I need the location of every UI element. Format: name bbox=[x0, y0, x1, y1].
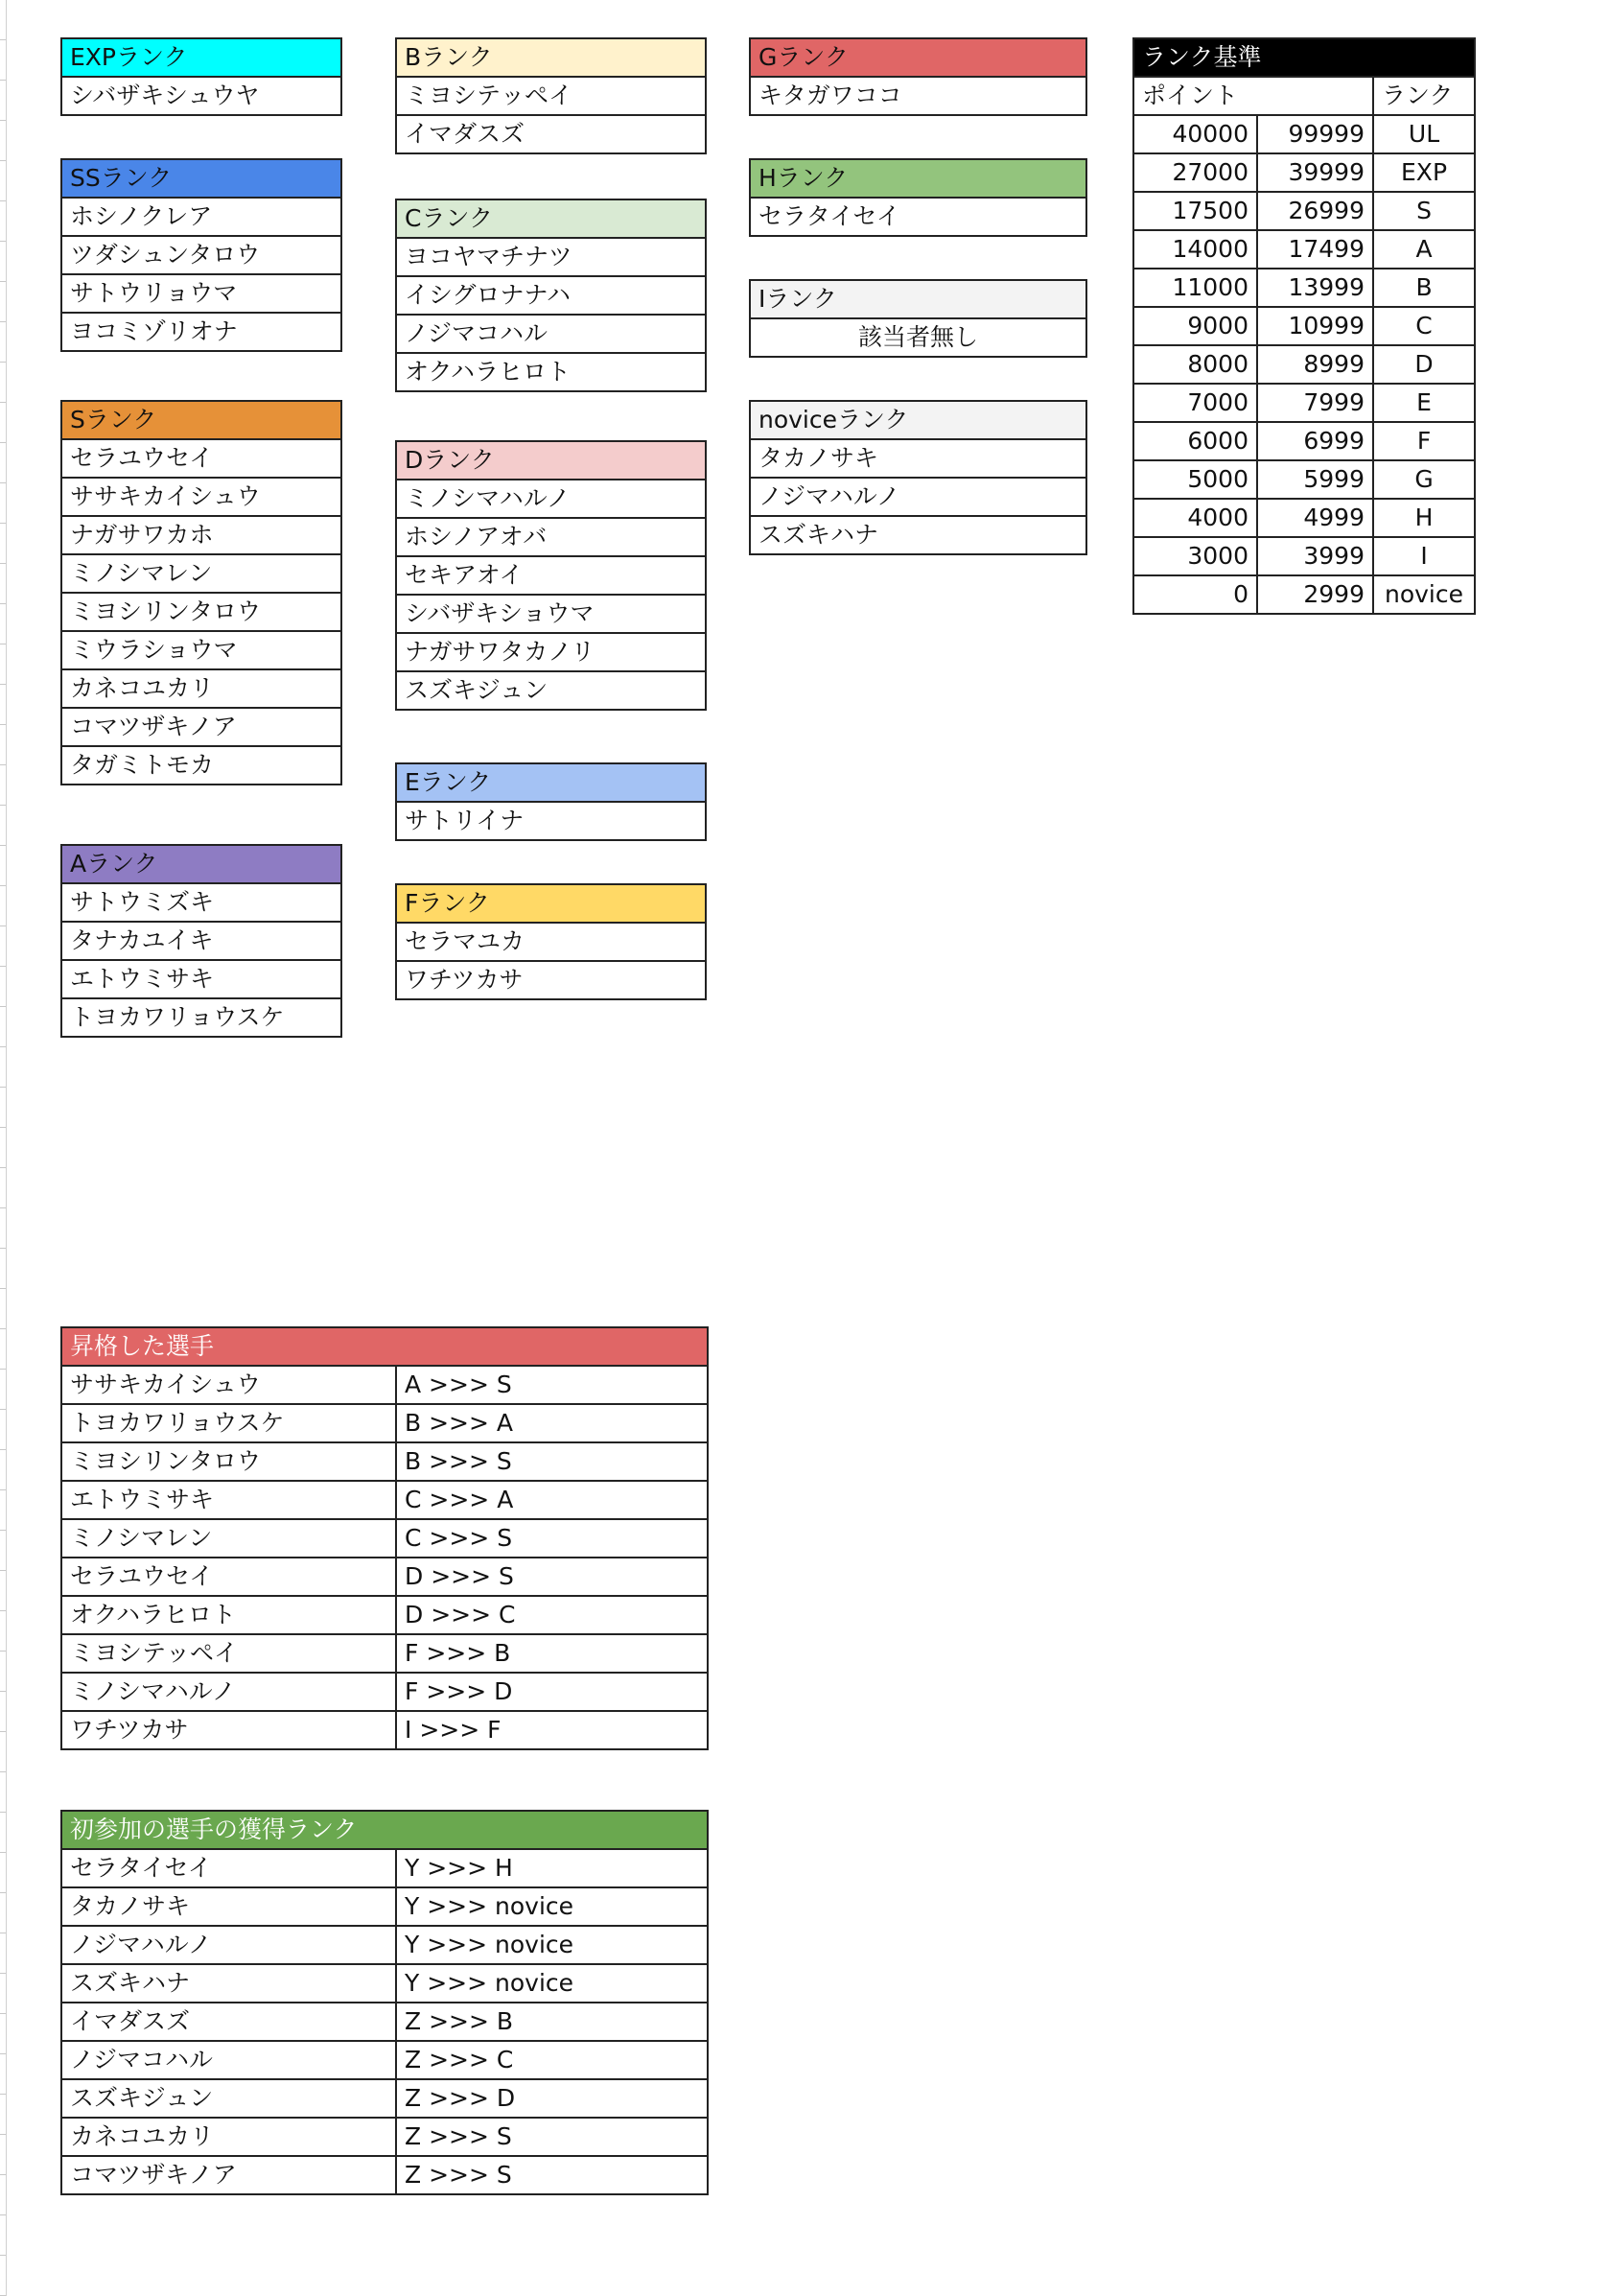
table-row bbox=[396, 633, 706, 671]
max-points-cell[interactable]: 5999 bbox=[1257, 460, 1373, 499]
rank-table-header bbox=[750, 401, 1086, 439]
player-name-cell[interactable]: エトウミサキ bbox=[61, 1481, 396, 1519]
table-row bbox=[1133, 345, 1475, 384]
min-points-cell[interactable]: 40000 bbox=[1133, 115, 1257, 153]
max-points-cell[interactable]: 10999 bbox=[1257, 307, 1373, 345]
rank-title-cell[interactable]: Eランク bbox=[396, 763, 706, 802]
member-name-cell[interactable]: ヨコミゾリオナ bbox=[61, 313, 341, 351]
rank-value-cell[interactable]: H bbox=[1373, 499, 1475, 537]
min-points-cell[interactable]: 9000 bbox=[1133, 307, 1257, 345]
member-name-cell[interactable]: ツダシュンタロウ bbox=[61, 236, 341, 274]
max-points-cell[interactable]: 7999 bbox=[1257, 384, 1373, 422]
rank-table-novice bbox=[749, 400, 1087, 555]
table-row bbox=[750, 478, 1086, 516]
member-name-cell[interactable]: オクハラヒロト bbox=[396, 353, 706, 391]
member-name-cell[interactable]: ヨコヤマチナツ bbox=[396, 238, 706, 276]
table-row bbox=[396, 961, 706, 999]
rank-change-cell[interactable]: F >>> D bbox=[396, 1673, 708, 1711]
table-row bbox=[1133, 230, 1475, 269]
rank-table-header bbox=[750, 280, 1086, 318]
member-name-cell[interactable]: タナカユイキ bbox=[61, 922, 341, 960]
table-row bbox=[61, 1519, 708, 1558]
rank-table-header bbox=[396, 763, 706, 802]
table-row bbox=[750, 439, 1086, 478]
rank-change-cell[interactable]: Z >>> S bbox=[396, 2118, 708, 2156]
table-row bbox=[396, 115, 706, 153]
player-name-cell[interactable]: トヨカワリョウスケ bbox=[61, 1404, 396, 1442]
rank-table-header bbox=[750, 38, 1086, 77]
rank-table-f bbox=[395, 883, 707, 1000]
rank-title-cell[interactable]: noviceランク bbox=[750, 401, 1086, 439]
rank-value-cell[interactable]: B bbox=[1373, 269, 1475, 307]
table-row bbox=[61, 313, 341, 351]
member-name-cell[interactable]: コマツザキノア bbox=[61, 708, 341, 746]
table-row bbox=[396, 556, 706, 595]
rank-table-header bbox=[750, 159, 1086, 198]
summary-title-row bbox=[61, 1327, 708, 1366]
table-row bbox=[1133, 153, 1475, 192]
member-name-cell[interactable]: イマダスズ bbox=[396, 115, 706, 153]
table-row bbox=[61, 274, 341, 313]
max-points-cell[interactable]: 3999 bbox=[1257, 537, 1373, 575]
table-row bbox=[61, 1558, 708, 1596]
min-points-cell[interactable]: 4000 bbox=[1133, 499, 1257, 537]
table-row bbox=[750, 516, 1086, 554]
table-row bbox=[1133, 575, 1475, 614]
rank-change-cell[interactable]: I >>> F bbox=[396, 1711, 708, 1749]
member-name-cell[interactable]: ナガサワカホ bbox=[61, 516, 341, 554]
rank-title-cell[interactable]: Sランク bbox=[61, 401, 341, 439]
rank-value-cell[interactable]: S bbox=[1373, 192, 1475, 230]
min-points-cell[interactable]: 8000 bbox=[1133, 345, 1257, 384]
member-name-cell[interactable]: サトウミズキ bbox=[61, 883, 341, 922]
rank-change-cell[interactable]: Z >>> S bbox=[396, 2156, 708, 2194]
table-row bbox=[1133, 192, 1475, 230]
summary-title-cell[interactable]: 昇格した選手 bbox=[61, 1327, 708, 1366]
rank-title-cell[interactable]: Aランク bbox=[61, 845, 341, 883]
summary-title-cell[interactable]: 初参加の選手の獲得ランク bbox=[61, 1811, 708, 1849]
player-name-cell[interactable]: ミノシマレン bbox=[61, 1519, 396, 1558]
table-row bbox=[61, 746, 341, 785]
table-row bbox=[61, 998, 341, 1037]
table-row bbox=[61, 1926, 708, 1964]
rank-table-ss bbox=[60, 158, 342, 352]
rank-value-cell[interactable]: F bbox=[1373, 422, 1475, 460]
member-name-cell[interactable]: セラタイセイ bbox=[750, 198, 1086, 236]
player-name-cell[interactable]: タカノサキ bbox=[61, 1887, 396, 1926]
rank-title-cell[interactable]: Iランク bbox=[750, 280, 1086, 318]
table-row bbox=[61, 1404, 708, 1442]
member-name-cell[interactable]: ホシノアオバ bbox=[396, 518, 706, 556]
min-points-cell[interactable]: 6000 bbox=[1133, 422, 1257, 460]
rank-change-cell[interactable]: C >>> S bbox=[396, 1519, 708, 1558]
rank-value-cell[interactable]: A bbox=[1373, 230, 1475, 269]
table-row bbox=[396, 518, 706, 556]
rank-change-cell[interactable]: Z >>> B bbox=[396, 2003, 708, 2041]
member-name-cell[interactable]: サトリイナ bbox=[396, 802, 706, 840]
member-name-cell[interactable]: スズキハナ bbox=[750, 516, 1086, 554]
member-name-cell[interactable]: シバザキシュウヤ bbox=[61, 77, 341, 115]
member-name-cell[interactable]: シバザキショウマ bbox=[396, 595, 706, 633]
rank-table-header bbox=[61, 159, 341, 198]
player-name-cell[interactable]: スズキハナ bbox=[61, 1964, 396, 2003]
player-name-cell[interactable]: ノジマコハル bbox=[61, 2041, 396, 2079]
table-row bbox=[396, 77, 706, 115]
rank-change-cell[interactable]: B >>> A bbox=[396, 1404, 708, 1442]
table-row bbox=[1133, 384, 1475, 422]
min-points-cell[interactable]: 0 bbox=[1133, 575, 1257, 614]
rank-table-header bbox=[61, 845, 341, 883]
member-name-cell[interactable]: ササキカイシュウ bbox=[61, 478, 341, 516]
rank-change-cell[interactable]: Z >>> D bbox=[396, 2079, 708, 2118]
player-name-cell[interactable]: ミヨシテッペイ bbox=[61, 1634, 396, 1673]
rank-change-cell[interactable]: A >>> S bbox=[396, 1366, 708, 1404]
rank-table-a bbox=[60, 844, 342, 1038]
player-name-cell[interactable]: セラタイセイ bbox=[61, 1849, 396, 1887]
member-name-cell[interactable]: セラマユカ bbox=[396, 923, 706, 961]
row-header-strip[interactable] bbox=[0, 0, 7, 2296]
min-points-cell[interactable]: 17500 bbox=[1133, 192, 1257, 230]
table-row bbox=[61, 77, 341, 115]
rank-title-cell[interactable]: Gランク bbox=[750, 38, 1086, 77]
player-name-cell[interactable]: セラユウセイ bbox=[61, 1558, 396, 1596]
max-points-cell[interactable]: 8999 bbox=[1257, 345, 1373, 384]
table-row bbox=[1133, 422, 1475, 460]
rank-change-cell[interactable]: B >>> S bbox=[396, 1442, 708, 1481]
promoted-players-table bbox=[60, 1326, 709, 1750]
player-name-cell[interactable]: オクハラヒロト bbox=[61, 1596, 396, 1634]
member-name-cell[interactable]: 該当者無し bbox=[750, 318, 1086, 357]
table-row bbox=[61, 2079, 708, 2118]
rank-value-cell[interactable]: E bbox=[1373, 384, 1475, 422]
table-row bbox=[61, 1964, 708, 2003]
rank-table-g bbox=[749, 37, 1087, 116]
min-points-cell[interactable]: 5000 bbox=[1133, 460, 1257, 499]
table-row bbox=[61, 2118, 708, 2156]
min-points-cell[interactable]: 3000 bbox=[1133, 537, 1257, 575]
member-name-cell[interactable]: ノジマハルノ bbox=[750, 478, 1086, 516]
rank-table-exp bbox=[60, 37, 342, 116]
table-row bbox=[61, 1596, 708, 1634]
table-row bbox=[61, 593, 341, 631]
table-row bbox=[61, 1673, 708, 1711]
table-row bbox=[61, 883, 341, 922]
max-points-cell[interactable]: 6999 bbox=[1257, 422, 1373, 460]
table-row bbox=[61, 516, 341, 554]
member-name-cell[interactable]: トヨカワリョウスケ bbox=[61, 998, 341, 1037]
rank-value-cell[interactable]: C bbox=[1373, 307, 1475, 345]
member-name-cell[interactable]: ワチツカサ bbox=[396, 961, 706, 999]
table-row bbox=[61, 478, 341, 516]
table-row bbox=[1133, 537, 1475, 575]
table-row bbox=[396, 923, 706, 961]
table-row bbox=[61, 2156, 708, 2194]
table-row bbox=[396, 480, 706, 518]
summary-title-row bbox=[61, 1811, 708, 1849]
table-row bbox=[61, 198, 341, 236]
table-row bbox=[396, 315, 706, 353]
member-name-cell[interactable]: ノジマコハル bbox=[396, 315, 706, 353]
table-row bbox=[61, 1711, 708, 1749]
table-row bbox=[750, 318, 1086, 357]
rank-criteria-table bbox=[1132, 37, 1476, 615]
member-name-cell[interactable]: ミノシマレン bbox=[61, 554, 341, 593]
table-row bbox=[61, 1634, 708, 1673]
table-row bbox=[396, 276, 706, 315]
table-row bbox=[1133, 269, 1475, 307]
rank-change-cell[interactable]: D >>> S bbox=[396, 1558, 708, 1596]
rank-change-cell[interactable]: D >>> C bbox=[396, 1596, 708, 1634]
rank-table-i bbox=[749, 279, 1087, 358]
max-points-cell[interactable]: 2999 bbox=[1257, 575, 1373, 614]
table-row bbox=[61, 2041, 708, 2079]
member-name-cell[interactable]: サトウリョウマ bbox=[61, 274, 341, 313]
max-points-cell[interactable]: 4999 bbox=[1257, 499, 1373, 537]
member-name-cell[interactable]: ミヨシリンタロウ bbox=[61, 593, 341, 631]
player-name-cell[interactable]: ミヨシリンタロウ bbox=[61, 1442, 396, 1481]
rank-table-header bbox=[61, 38, 341, 77]
rank-title-cell[interactable]: Cランク bbox=[396, 199, 706, 238]
member-name-cell[interactable]: ナガサワタカノリ bbox=[396, 633, 706, 671]
first-time-players-table bbox=[60, 1810, 709, 2195]
rank-table-header bbox=[396, 38, 706, 77]
rank-title-cell[interactable]: Fランク bbox=[396, 884, 706, 923]
table-row bbox=[61, 960, 341, 998]
rank-title-cell[interactable]: Hランク bbox=[750, 159, 1086, 198]
table-row bbox=[1133, 115, 1475, 153]
rank-value-cell[interactable]: novice bbox=[1373, 575, 1475, 614]
rank-change-cell[interactable]: Z >>> C bbox=[396, 2041, 708, 2079]
table-row bbox=[1133, 307, 1475, 345]
member-name-cell[interactable]: タガミトモカ bbox=[61, 746, 341, 785]
min-points-cell[interactable]: 11000 bbox=[1133, 269, 1257, 307]
rank-value-cell[interactable]: UL bbox=[1373, 115, 1475, 153]
member-name-cell[interactable]: イシグロナナハ bbox=[396, 276, 706, 315]
table-row bbox=[61, 708, 341, 746]
table-row bbox=[61, 236, 341, 274]
rank-change-cell[interactable]: Y >>> H bbox=[396, 1849, 708, 1887]
table-row bbox=[396, 353, 706, 391]
points-header-cell[interactable]: ポイント bbox=[1133, 77, 1373, 115]
member-name-cell[interactable]: ホシノクレア bbox=[61, 198, 341, 236]
rank-change-cell[interactable]: Y >>> novice bbox=[396, 1926, 708, 1964]
table-row bbox=[61, 1481, 708, 1519]
rank-title-cell[interactable]: Bランク bbox=[396, 38, 706, 77]
table-row bbox=[1133, 499, 1475, 537]
member-name-cell[interactable]: ミヨシテッペイ bbox=[396, 77, 706, 115]
table-row bbox=[61, 1442, 708, 1481]
rank-table-header bbox=[396, 199, 706, 238]
player-name-cell[interactable]: コマツザキノア bbox=[61, 2156, 396, 2194]
player-name-cell[interactable]: ノジマハルノ bbox=[61, 1926, 396, 1964]
criteria-title-cell[interactable]: ランク基準 bbox=[1133, 38, 1475, 77]
player-name-cell[interactable]: ワチツカサ bbox=[61, 1711, 396, 1749]
rank-table-header bbox=[396, 441, 706, 480]
criteria-title-row bbox=[1133, 38, 1475, 77]
table-row bbox=[750, 198, 1086, 236]
player-name-cell[interactable]: カネコユカリ bbox=[61, 2118, 396, 2156]
rank-change-cell[interactable]: Y >>> novice bbox=[396, 1964, 708, 2003]
rank-change-cell[interactable]: Y >>> novice bbox=[396, 1887, 708, 1926]
rank-table-h bbox=[749, 158, 1087, 237]
member-name-cell[interactable]: セキアオイ bbox=[396, 556, 706, 595]
member-name-cell[interactable]: ミウラショウマ bbox=[61, 631, 341, 669]
table-row bbox=[61, 554, 341, 593]
rank-table-e bbox=[395, 762, 707, 841]
table-row bbox=[61, 2003, 708, 2041]
rank-table-c bbox=[395, 199, 707, 392]
rank-change-cell[interactable]: C >>> A bbox=[396, 1481, 708, 1519]
rank-header-cell[interactable]: ランク bbox=[1373, 77, 1475, 115]
rank-table-s bbox=[60, 400, 342, 785]
player-name-cell[interactable]: ササキカイシュウ bbox=[61, 1366, 396, 1404]
player-name-cell[interactable]: ミノシマハルノ bbox=[61, 1673, 396, 1711]
max-points-cell[interactable]: 17499 bbox=[1257, 230, 1373, 269]
table-row bbox=[1133, 460, 1475, 499]
rank-title-cell[interactable]: EXPランク bbox=[61, 38, 341, 77]
max-points-cell[interactable]: 99999 bbox=[1257, 115, 1373, 153]
min-points-cell[interactable]: 27000 bbox=[1133, 153, 1257, 192]
table-row bbox=[61, 631, 341, 669]
rank-table-b bbox=[395, 37, 707, 154]
criteria-header-row bbox=[1133, 77, 1475, 115]
max-points-cell[interactable]: 13999 bbox=[1257, 269, 1373, 307]
table-row bbox=[750, 77, 1086, 115]
member-name-cell[interactable]: ミノシマハルノ bbox=[396, 480, 706, 518]
member-name-cell[interactable]: カネコユカリ bbox=[61, 669, 341, 708]
rank-change-cell[interactable]: F >>> B bbox=[396, 1634, 708, 1673]
rank-value-cell[interactable]: EXP bbox=[1373, 153, 1475, 192]
table-row bbox=[61, 922, 341, 960]
table-row bbox=[396, 238, 706, 276]
table-row bbox=[61, 669, 341, 708]
rank-title-cell[interactable]: Dランク bbox=[396, 441, 706, 480]
max-points-cell[interactable]: 26999 bbox=[1257, 192, 1373, 230]
rank-table-header bbox=[396, 884, 706, 923]
min-points-cell[interactable]: 7000 bbox=[1133, 384, 1257, 422]
rank-title-cell[interactable]: SSランク bbox=[61, 159, 341, 198]
rank-value-cell[interactable]: I bbox=[1373, 537, 1475, 575]
table-row bbox=[61, 1887, 708, 1926]
rank-table-header bbox=[61, 401, 341, 439]
table-row bbox=[396, 595, 706, 633]
table-row bbox=[61, 439, 341, 478]
table-row bbox=[61, 1366, 708, 1404]
member-name-cell[interactable]: エトウミサキ bbox=[61, 960, 341, 998]
rank-value-cell[interactable]: D bbox=[1373, 345, 1475, 384]
rank-value-cell[interactable]: G bbox=[1373, 460, 1475, 499]
player-name-cell[interactable]: スズキジュン bbox=[61, 2079, 396, 2118]
max-points-cell[interactable]: 39999 bbox=[1257, 153, 1373, 192]
member-name-cell[interactable]: スズキジュン bbox=[396, 671, 706, 710]
member-name-cell[interactable]: キタガワココ bbox=[750, 77, 1086, 115]
table-row bbox=[396, 671, 706, 710]
member-name-cell[interactable]: タカノサキ bbox=[750, 439, 1086, 478]
player-name-cell[interactable]: イマダスズ bbox=[61, 2003, 396, 2041]
table-row bbox=[61, 1849, 708, 1887]
table-row bbox=[396, 802, 706, 840]
rank-table-d bbox=[395, 440, 707, 711]
member-name-cell[interactable]: セラユウセイ bbox=[61, 439, 341, 478]
min-points-cell[interactable]: 14000 bbox=[1133, 230, 1257, 269]
